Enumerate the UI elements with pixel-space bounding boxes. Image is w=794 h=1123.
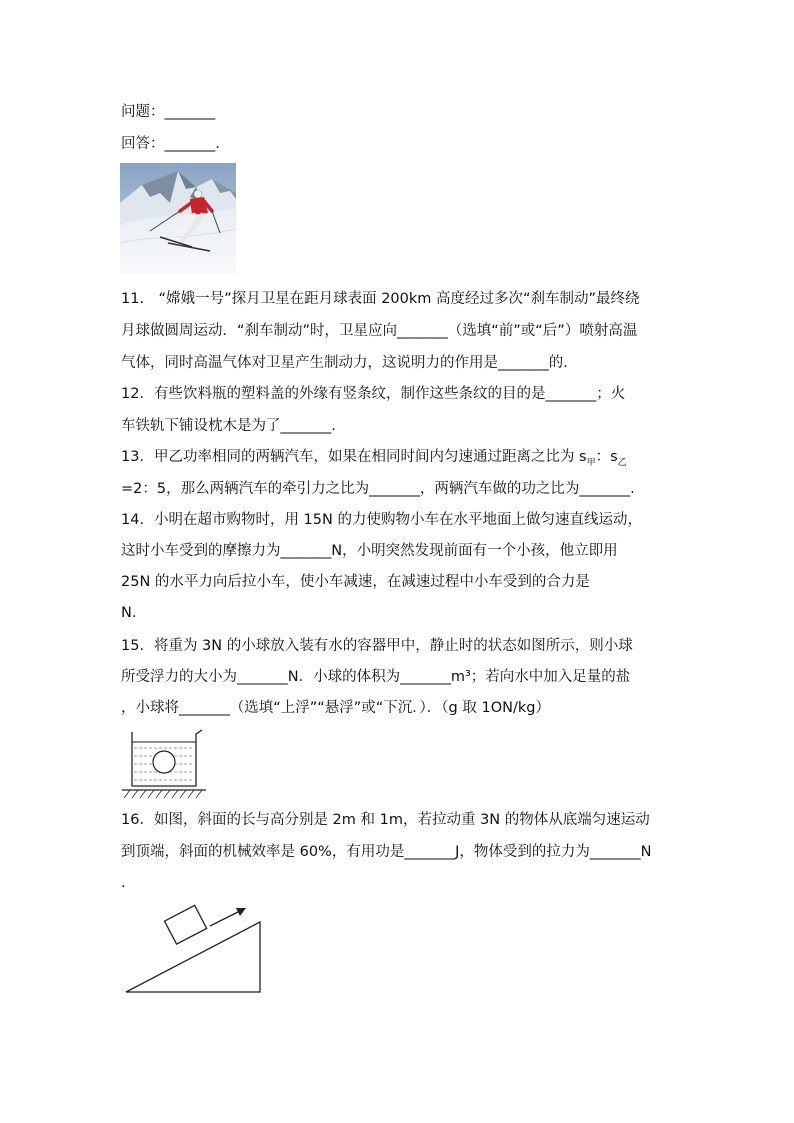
q16-line-2: 到顶端，斜面的机械效率是 60%，有用功是_______J，物体受到的拉力为_______N bbox=[121, 844, 652, 860]
q16-line-1: 16．如图，斜面的长与高分别是 2m 和 1m，若拉动重 3N 的物体从底端匀速运动 bbox=[121, 812, 650, 828]
q16-line-3: . bbox=[121, 875, 126, 891]
q14-line-3: 25N 的水平力向后拉小车，使小车减速，在减速过程中小车受到的合力是 bbox=[121, 574, 590, 590]
subscript-yi: 乙 bbox=[617, 457, 627, 468]
q14-line-2: 这时小车受到的摩擦力为_______N，小明突然发现前面有一个小孩，他立即用 bbox=[121, 543, 618, 559]
q12-line-2: 车铁轨下铺设枕木是为了_______. bbox=[121, 418, 336, 434]
q11-line-3: 气体，同时高温气体对卫星产生制动力，这说明力的作用是_______的． bbox=[121, 355, 578, 371]
q15-line-3: ，小球将_______（选填“上浮”“悬浮”或“下沉．）．（g 取 1ON/kg） bbox=[121, 700, 550, 716]
q10-answer-line: 回答：_______. bbox=[121, 136, 220, 152]
beaker-ball-figure bbox=[120, 728, 210, 800]
q12-line-1: 12．有些饮料瓶的塑料盖的外缘有竖条纹，制作这些条纹的目的是_______；火 bbox=[121, 386, 626, 402]
subscript-jia: 甲 bbox=[586, 457, 596, 468]
q11-line-1: 11. “嫦娥一号”探月卫星在距月球表面 200km 高度经过多次“刹车制动”最终绕 bbox=[121, 291, 640, 307]
q15-line-1: 15．将重为 3N 的小球放入装有水的容器甲中，静止时的状态如图所示，则小球 bbox=[121, 638, 633, 654]
q14-line-4: N. bbox=[121, 605, 137, 621]
q15-line-2: 所受浮力的大小为_______N．小球的体积为_______m³；若向水中加入足量的盐 bbox=[121, 669, 631, 685]
q13-line-1-separator: ：s bbox=[595, 449, 618, 465]
skier-photo bbox=[120, 163, 236, 274]
q11-line-2: 月球做圆周运动．“刹车制动”时，卫星应向_______（选填“前”或“后”）喷射高温 bbox=[121, 323, 638, 339]
q13-line-1 bbox=[121, 447, 627, 473]
inclined-plane-figure bbox=[122, 900, 264, 996]
q13-line-1-text: 13．甲乙功率相同的两辆汽车，如果在相同时间内匀速通过距离之比为 s bbox=[121, 449, 587, 465]
q10-question-line: 问题：_______ bbox=[121, 104, 216, 120]
q13-line-2: =2：5，那么两辆汽车的牵引力之比为_______，两辆汽车做的功之比为_______. bbox=[121, 481, 635, 497]
q14-line-1: 14．小明在超市购物时，用 15N 的力使购物小车在水平地面上做匀速直线运动， bbox=[121, 512, 642, 528]
